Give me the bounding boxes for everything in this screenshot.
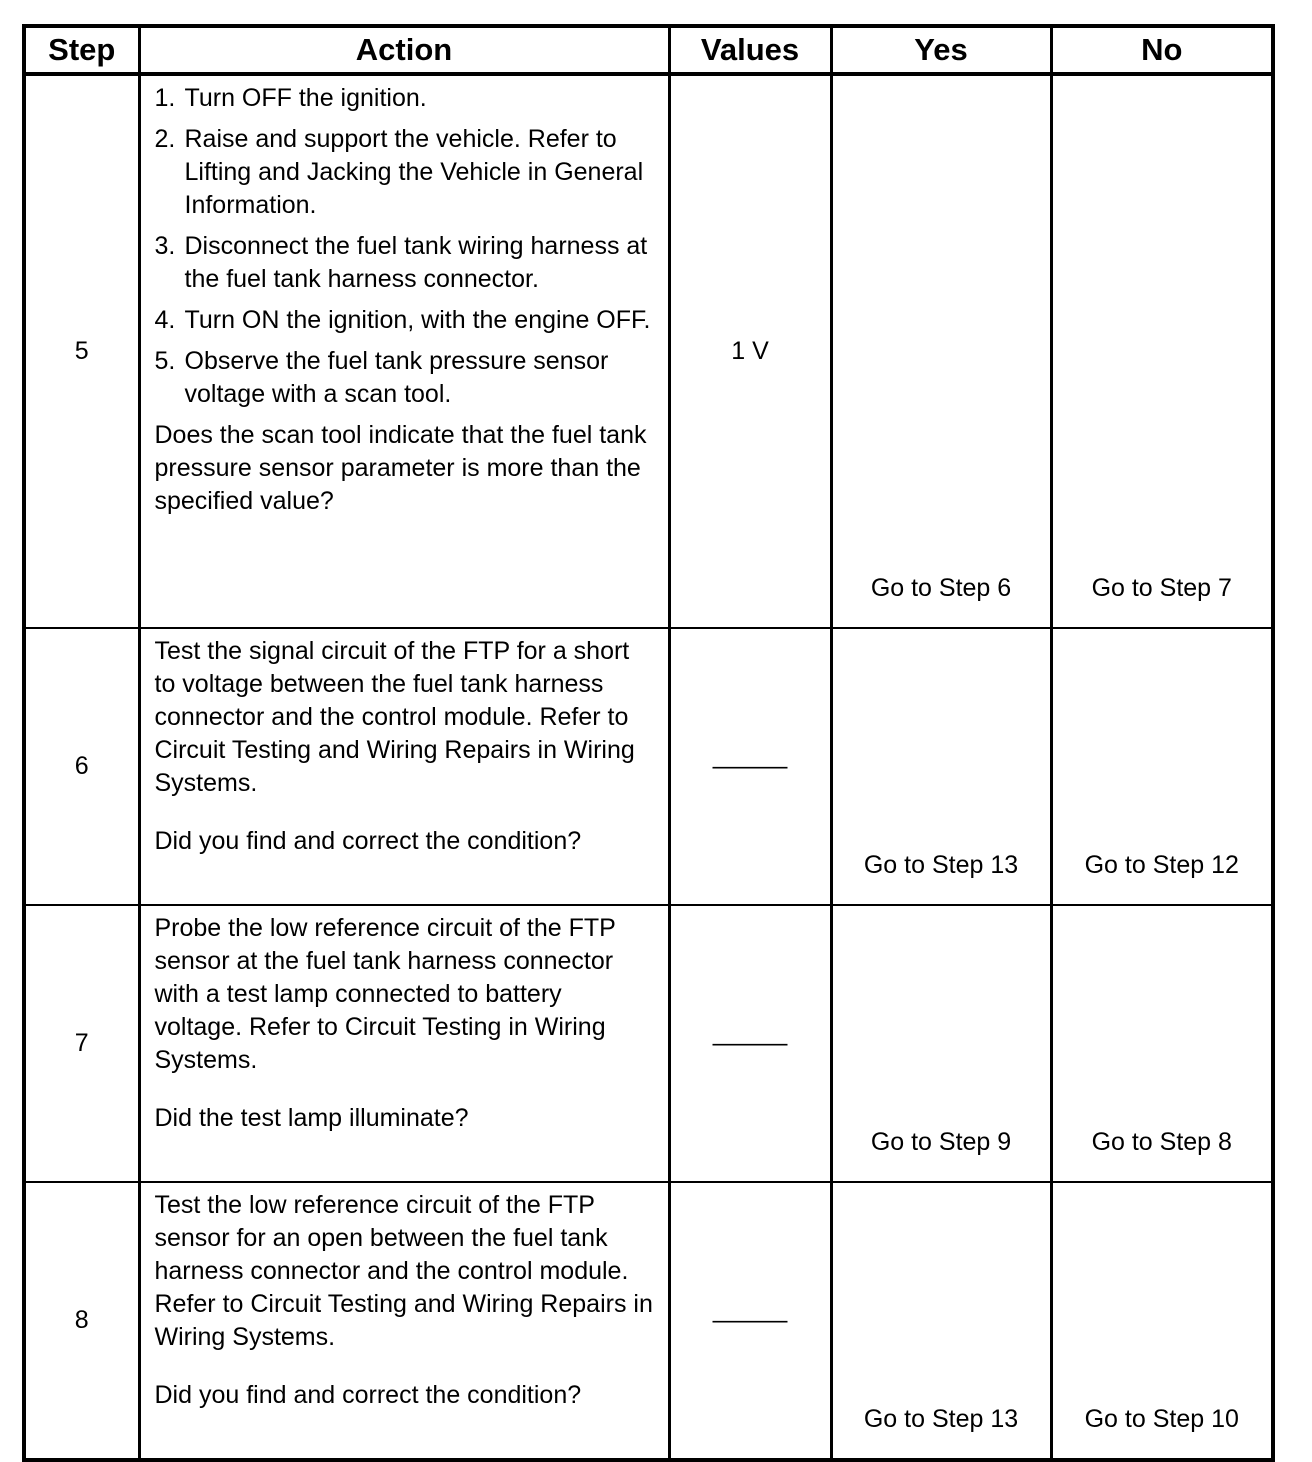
values-cell: ——— xyxy=(669,1182,831,1460)
list-item xyxy=(155,123,656,222)
item-text: Raise and support the vehicle. Refer to Lifting and Jacking the Vehicle in General Information. xyxy=(184,125,644,219)
action-cell xyxy=(139,1182,669,1460)
action-text: Test the low reference circuit of the FTP sensor for an open between the fuel tank harness connector and the control module. Refer to Circuit Testing and Wiring Repairs in Wiring Systems. xyxy=(154,1191,653,1351)
header-no: No xyxy=(1051,26,1273,74)
item-text: Turn OFF the ignition. xyxy=(184,84,427,112)
yes-cell: Go to Step 6 xyxy=(831,74,1051,628)
no-cell: Go to Step 10 xyxy=(1051,1182,1273,1460)
item-text: Turn ON the ignition, with the engine OFF. xyxy=(184,306,651,334)
action-question: Does the scan tool indicate that the fuel tank pressure sensor parameter is more than the specified value? xyxy=(154,421,647,515)
values-cell: 1 V xyxy=(669,74,831,628)
action-question: Did you find and correct the condition? xyxy=(154,827,582,855)
yes-cell: Go to Step 13 xyxy=(831,1182,1051,1460)
header-step: Step xyxy=(24,26,139,74)
action-question: Did the test lamp illuminate? xyxy=(154,1104,469,1132)
item-number: 2. xyxy=(154,125,176,153)
action-text: Test the signal circuit of the FTP for a short to voltage between the fuel tank harness connector and the control module. Refer to Circuit Testing and Wiring Repairs in Wiring Systems. xyxy=(154,637,635,797)
list-item xyxy=(155,82,656,115)
yes-cell: Go to Step 9 xyxy=(831,905,1051,1182)
list-item xyxy=(155,304,656,337)
list-item xyxy=(155,345,656,411)
header-action: Action xyxy=(139,26,669,74)
action-text: Probe the low reference circuit of the FTP sensor at the fuel tank harness connector with a test lamp connected to battery voltage. Refer to Circuit Testing in Wiring Systems. xyxy=(154,914,616,1074)
action-cell xyxy=(139,628,669,905)
action-cell xyxy=(139,905,669,1182)
step-number: 6 xyxy=(24,628,139,905)
action-cell xyxy=(139,74,669,628)
table-row-step-6 xyxy=(24,628,1273,905)
header-row xyxy=(24,26,1273,74)
action-steps-list xyxy=(155,82,656,411)
list-item xyxy=(155,230,656,296)
header-values: Values xyxy=(669,26,831,74)
item-number: 4. xyxy=(154,306,176,334)
table-row-step-5 xyxy=(24,74,1273,628)
no-cell: Go to Step 8 xyxy=(1051,905,1273,1182)
item-text: Observe the fuel tank pressure sensor voltage with a scan tool. xyxy=(184,347,609,408)
item-number: 1. xyxy=(154,84,176,112)
values-cell: ——— xyxy=(669,905,831,1182)
step-number: 8 xyxy=(24,1182,139,1460)
no-cell: Go to Step 12 xyxy=(1051,628,1273,905)
step-number: 7 xyxy=(24,905,139,1182)
item-text: Disconnect the fuel tank wiring harness at the fuel tank harness connector. xyxy=(184,232,648,293)
action-question: Did you find and correct the condition? xyxy=(154,1381,582,1409)
diagnostic-table xyxy=(22,24,1275,1462)
table-row-step-7 xyxy=(24,905,1273,1182)
values-cell: ——— xyxy=(669,628,831,905)
yes-cell: Go to Step 13 xyxy=(831,628,1051,905)
header-yes: Yes xyxy=(831,26,1051,74)
table-row-step-8 xyxy=(24,1182,1273,1460)
no-cell: Go to Step 7 xyxy=(1051,74,1273,628)
item-number: 3. xyxy=(154,232,176,260)
item-number: 5. xyxy=(154,347,176,375)
step-number: 5 xyxy=(24,74,139,628)
